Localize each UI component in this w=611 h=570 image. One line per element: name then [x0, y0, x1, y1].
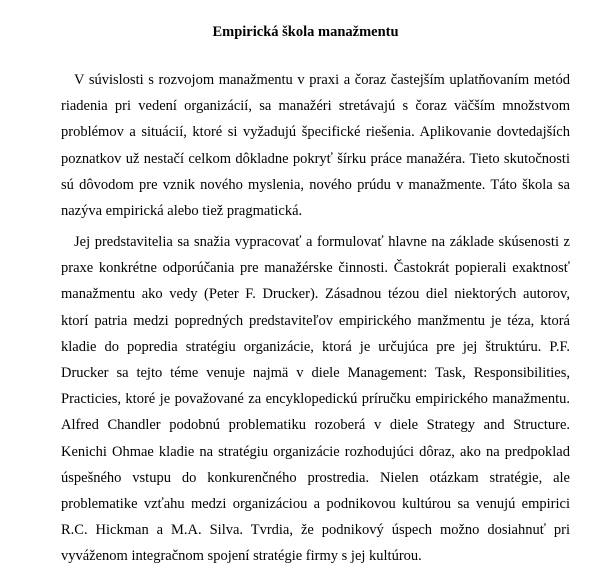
document-title: Empirická škola manažmentu	[212, 24, 399, 40]
paragraph-2: Jej predstavitelia sa snažia vypracovať a formulovať hlavne na základe skúsenosti z praxe konkrétne odporúčania pre manažérske činnosti. Častokrát popierali exaktnosť manažmentu ako vedy (Peter F. Drucker). Zásadnou tézou diel niektorých autorov, ktorí patria medzi popredných predstaviteľov empirického manžmentu je téza, ktorá kladie do popredia stratégiu organizácie, ktorá je určujúca pre jej štruktúru. P.F. Drucker sa tejto téme venuje najmä v diele Management: Task, Responsibilities, Practicies, ktoré je považované za encyklopedickú príručku empirického manažmentu. Alfred Chandler podobnú problematiku rozoberá v diele Strategy and Structure. Kenichi Ohmae kladie na stratégiu organizácie rozhodujúci dôraz, ako na predpoklad úspešného vstupu do konkurenčného prostredia. Nielen otázkam stratégie, ale problematike vzťahu medzi organizáciou a podnikovou kultúrou sa venujú empirici R.C. Hickman a M.A. Silva. Tvrdia, že podnikový úspech možno dosiahnuť pri vyváženom integračnom spojení stratégie firmy s jej kultúrou.	[61, 234, 570, 565]
paragraph-1: V súvislosti s rozvojom manažmentu v praxi a čoraz častejším uplatňovaním metód riadenia pri vedení organizácií, sa manažéri stretávajú s čoraz väčším množstvom problémov a situácií, ktoré si vyžadujú špecifické riešenia. Aplikovanie dovtedajších poznatkov už nestačí celkom dôkladne pokryť šírku práce manažéra. Tieto skutočnosti sú dôvodom pre vznik nového myslenia, nového prúdu v manažmente. Táto škola sa nazýva empirická alebo tiež pragmatická.	[61, 72, 570, 220]
